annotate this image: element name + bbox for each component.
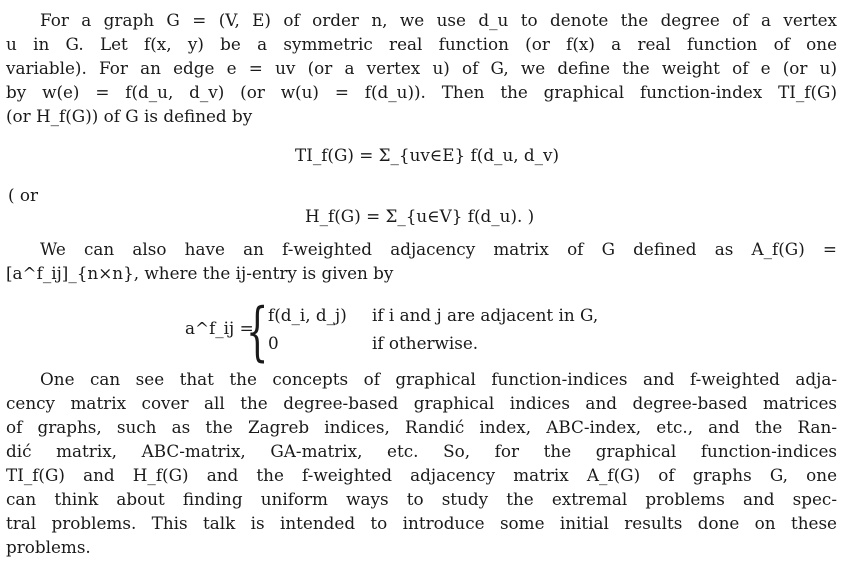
or-text: ( or bbox=[8, 185, 39, 205]
paragraph-line: can think about finding uniform ways to study the extremal problems and spec- bbox=[6, 489, 837, 509]
case-2-condition: if otherwise. bbox=[372, 333, 479, 353]
paragraph-line: problems. bbox=[6, 537, 91, 557]
paragraph-line: by w(e) = f(d_u, d_v) (or w(u) = f(d_u)). Then the graphical function-index TI_f(G) bbox=[6, 82, 837, 102]
paragraph-line: TI_f(G) and H_f(G) and the f-weighted adjacency matrix A_f(G) of graphs G, one bbox=[6, 465, 837, 485]
paragraph-line: tral problems. This talk is intended to introduce some initial results done on these bbox=[6, 513, 837, 533]
paragraph-line: u in G. Let f(x, y) be a symmetric real function (or f(x) a real function of one bbox=[6, 34, 837, 54]
cases-brace: { bbox=[246, 295, 269, 369]
paragraph-line: of graphs, such as the Zagreb indices, Randić index, ABC-index, etc., and the Ran- bbox=[6, 417, 837, 437]
case-2-value: 0 bbox=[268, 333, 279, 353]
case-1-condition: if i and j are adjacent in G, bbox=[372, 305, 599, 325]
case-1-value: f(d_i, d_j) bbox=[268, 305, 347, 325]
paragraph-line: dić matrix, ABC-matrix, GA-matrix, etc. So, for the graphical function-indices bbox=[6, 441, 837, 461]
formula-ti: TI_f(G) = Σ_{uv∈E} f(d_u, d_v) bbox=[295, 145, 560, 165]
paragraph-line: One can see that the concepts of graphical function-indices and f-weighted adja- bbox=[40, 369, 837, 389]
matrix-entry-lhs: a^f_ij = bbox=[185, 318, 254, 338]
paragraph-line: For a graph G = (V, E) of order n, we use d_u to denote the degree of a vertex bbox=[40, 10, 837, 30]
formula-h: H_f(G) = Σ_{u∈V} f(d_u). ) bbox=[305, 206, 535, 226]
paragraph-line: variable). For an edge e = uv (or a vertex u) of G, we define the weight of e (or u) bbox=[6, 58, 837, 78]
paragraph-line: cency matrix cover all the degree-based graphical indices and degree-based matrices bbox=[6, 393, 837, 413]
paragraph-line: (or H_f(G)) of G is defined by bbox=[6, 106, 253, 126]
paragraph-line: [a^f_ij]_{n×n}, where the ij-entry is given by bbox=[6, 263, 394, 283]
paragraph-line: We can also have an f-weighted adjacency matrix of G defined as A_f(G) = bbox=[40, 239, 837, 259]
